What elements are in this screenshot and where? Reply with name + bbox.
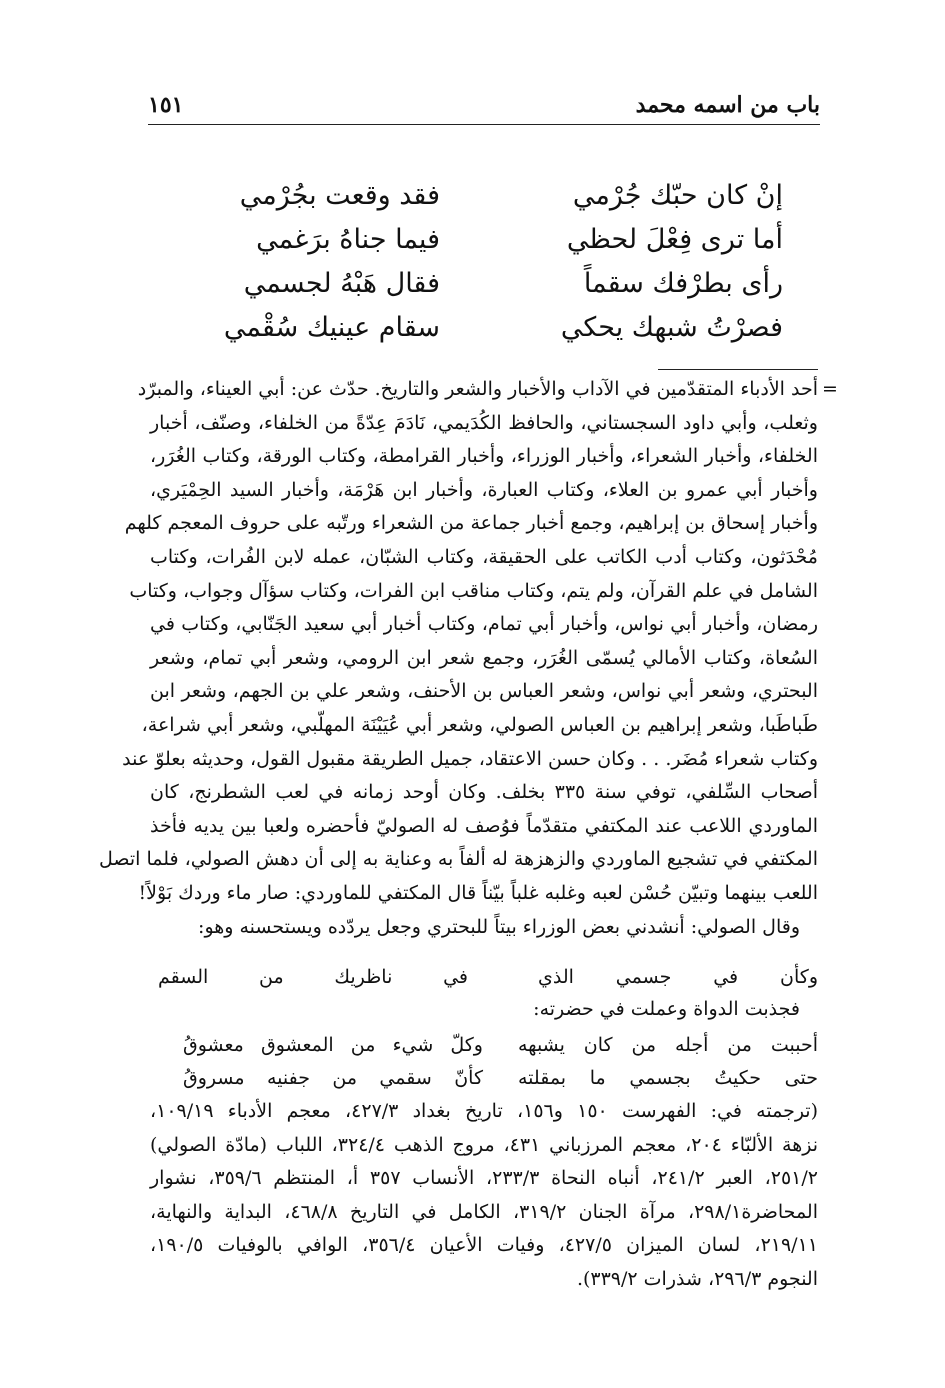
sources-line: ٢٥١/٢، العبر ٢٤١/٢، أنباه النحاة ٢٣٣/٣، الأنساب ٣٥٧ أ، المنتظم ٣٥٩/٦، نشوار — [150, 1167, 818, 1190]
sources-line: (ترجمته في: الفهرست ١٥٠ و١٥٦، تاريخ بغداد ٤٢٧/٣، معجم الأدباء ١٠٩/١٩، — [150, 1100, 819, 1122]
poem-hemistich-second: فيما جناهُ برَغمي — [256, 224, 440, 255]
poem-hemistich-second: سقام عينيك سُقْمي — [223, 312, 440, 343]
verse-hemistich-second: في ناظريك من السقم — [158, 966, 468, 988]
footnote-line: الخلفاء، وأخبار الشعراء، وأخبار الوزراء، وأخبار القرامطة، وكتاب الورقة، وكتاب الغُرَر، — [150, 445, 818, 468]
footnote-line: وثعلب، وأبي داود السجستاني، والحافظ الكُدَيمي، نَادَمَ عِدّةً من الخلفاء، وصنّف، أخبار — [150, 411, 818, 434]
footnote-verse-intro — [150, 993, 818, 1027]
footnote-line: الشامل في علم القرآن، ولم يتم، وكتاب مناقب ابن الفرات، وكتاب سؤآل وجواب، وكتاب — [129, 579, 818, 602]
footnote-line: وأخبار أبي عمرو بن العلاء، وكتاب العبارة، وأخبار ابن هَرْمَة، وأخبار السيد الحِمْيَري، — [150, 478, 818, 501]
footnote-line: طَباطَبا، وشعر إبراهيم بن العباس الصولي، وشعر أبي عُيَيْنَة المهلّبي، وشعر أبي شراعة، — [141, 713, 818, 736]
poem-hemistich-first: أما ترى فِعْلَ لحظي — [566, 224, 783, 255]
footnote-line: مُحْدَثون، وكتاب أدب الكاتب على الحقيقة، وكتاب الشبّان، عمله لابن الفُرات، وكتاب — [150, 545, 818, 568]
footnote-line: المكتفي في تشجيع الماوردي والزهزهة له ألفاً به وعناية به إلى أن دهش الصولي، فلما اتصل — [99, 848, 818, 871]
poem-hemistich-second: فقد وقعت بجُرْمي — [239, 180, 440, 211]
poem-hemistich-first: فصرْتُ شبهك يحكي — [560, 312, 783, 343]
footnote-sources — [150, 1095, 818, 1297]
header-rule — [148, 124, 820, 125]
poem-hemistich-second: فقال هَبْهُ لجسمي — [243, 268, 440, 299]
footnote-line: البحتري، وشعر أبي نواس، وشعر العباس بن الأحنف، وشعر علي بن الجهم، وشعر ابن — [150, 680, 818, 703]
footnote-line: أحد الأدباء المتقدّمين في الآداب والأخبار والشعر والتاريخ. حدّث عن: أبي العيناء، والمبرّد — [137, 378, 818, 400]
sources-line: النجوم ٢٩٦/٣، شذرات ٣٣٩/٢). — [576, 1267, 818, 1290]
footnote-line: السُعاة، وكتاب الأمالي يُسمّى الغُرَر، وجمع شعر ابن الرومي، وشعر أبي تمام، وشعر — [150, 646, 818, 669]
chapter-title: باب من اسمه محمد — [635, 92, 820, 118]
poem-hemistich-first: رأى بطرْفك سقماً — [583, 268, 783, 299]
verse-hemistich-first: حتى حكيتُ بجسمي ما بمقلته — [518, 1067, 818, 1089]
footnote-verse — [150, 1061, 818, 1095]
footnote-line: رمضان، وأخبار أبي نواس، وأخبار أبي تمام، وكتاب أخبار أبي سعيد الجَنّابي، وكتاب في — [150, 613, 818, 636]
verse-hemistich-second: وكلّ شيء من المعشوق معشوقُ — [183, 1034, 483, 1056]
footnote-rule — [658, 369, 818, 370]
sources-line: نزهة الألبّاء ٢٠٤، معجم المرزباني ٤٣١، مروج الذهب ٣٢٤/٤، اللباب (مادّة الصولي) — [150, 1133, 819, 1156]
verse-hemistich-first: أحببت من أجله من كان يشبهه — [518, 1034, 818, 1056]
verse-hemistich-first: وكأن في جسمي الذي — [538, 966, 818, 988]
footnote-line: الماوردي اللاعب عند المكتفي متقدّماً فوُصف له الصوليّ فأحضره ولعبا بين يديه فأخذ — [150, 814, 818, 837]
page-number: ١٥١ — [148, 92, 184, 118]
anecdote-intro: وقال الصولي: أنشدني بعض الوزراء بيتاً للبحتري وجعل يردّده ويستحسنه وهو: — [198, 915, 800, 938]
footnote-line: وأخبار إسحاق بن إبراهيم، وجمع أخبار جماعة من الشعراء ورتّبه على حروف المعجم كلهم — [124, 512, 818, 535]
poem-hemistich-first: إنْ كان حبّك جُرْمي — [572, 180, 783, 211]
verse-intro-line: فجذبت الدواة وعملت في حضرته: — [533, 998, 800, 1020]
footnote-line: أصحاب السِّلفي، توفي سنة ٣٣٥ بخلف. وكان أوحد زمانه في لعب الشطرنج، كان — [150, 781, 818, 804]
running-head — [148, 92, 820, 122]
sources-line: ٢١٩/١١، لسان الميزان ٤٢٧/٥، وفيات الأعيان ٣٥٦/٤، الوافي بالوفيات ١٩٠/٥، — [150, 1234, 818, 1257]
footnote-line: اللعب بينهما وتبيّن حُسْن لعبه وغلبه غلباً بيّناً قال المكتفي للماوردي: صار ماء وردك بَوْلاً! — [138, 881, 818, 904]
sources-line: المحاضرة٢٩٨/١، مرآة الجنان ٣١٩/٢، الكامل في التاريخ ٤٦٨/٨، البداية والنهاية، — [150, 1200, 818, 1223]
footnote-verse — [150, 1028, 818, 1062]
footnote-biography — [99, 373, 818, 944]
footnote-line: وكتاب شعراء مُضَر. . . وكان حسن الاعتقاد، جميل الطريقة مقبول القول، وحديثه بعلوّ عند — [122, 747, 818, 770]
verse-hemistich-second: كأنّ سقمي من جفنيه مسروقُ — [183, 1067, 483, 1089]
footnote-verse — [150, 960, 818, 994]
footnote-continuation-mark: = — [822, 378, 838, 400]
